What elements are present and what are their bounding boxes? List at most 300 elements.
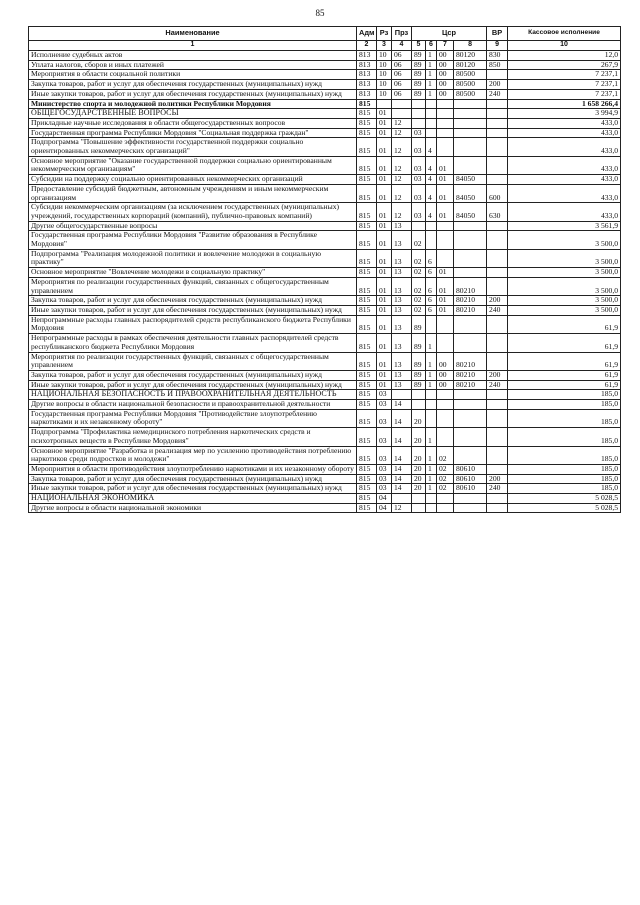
row-csr-direction <box>454 390 487 400</box>
row-prz: 13 <box>392 221 412 231</box>
row-adm: 815 <box>357 400 377 410</box>
row-csr-subprogram: 6 <box>426 305 437 315</box>
row-amount: 61,9 <box>508 334 621 352</box>
column-number: 1 <box>29 41 357 51</box>
row-csr-direction: 80210 <box>454 380 487 390</box>
row-amount: 61,9 <box>508 352 621 370</box>
row-csr-event: 01 <box>437 268 454 278</box>
row-name: Министерство спорта и молодежной политики Республики Мордовия <box>29 99 357 109</box>
row-csr-program: 20 <box>412 428 426 446</box>
row-amount: 3 561,9 <box>508 221 621 231</box>
row-csr-direction <box>454 268 487 278</box>
row-csr-event: 00 <box>437 51 454 61</box>
row-name: Субсидии некоммерческим организациям (за исключением государственных (муниципальных) учреждений, государственных корпораций (компаний), публично-правовых компаний) <box>29 203 357 221</box>
row-csr-program: 89 <box>412 70 426 80</box>
row-rz: 03 <box>377 409 392 427</box>
row-csr-event: 00 <box>437 89 454 99</box>
row-rz: 01 <box>377 305 392 315</box>
row-csr-subprogram <box>426 231 437 249</box>
row-rz: 01 <box>377 296 392 306</box>
row-csr-program <box>412 118 426 128</box>
row-adm: 815 <box>357 446 377 464</box>
row-adm: 815 <box>357 390 377 400</box>
row-csr-subprogram: 1 <box>426 60 437 70</box>
row-name: Основное мероприятие "Разработка и реализация мер по усилению противодействия потреблению наркотиков среди подростков и молодежи" <box>29 446 357 464</box>
row-csr-subprogram: 6 <box>426 277 437 295</box>
row-amount: 3 994,9 <box>508 109 621 119</box>
row-csr-direction: 80120 <box>454 51 487 61</box>
row-csr-subprogram: 6 <box>426 268 437 278</box>
row-vr <box>487 175 508 185</box>
row-prz: 13 <box>392 305 412 315</box>
row-csr-program: 03 <box>412 128 426 138</box>
row-vr <box>487 118 508 128</box>
row-amount: 185,0 <box>508 464 621 474</box>
row-rz: 04 <box>377 503 392 513</box>
row-csr-event <box>437 128 454 138</box>
row-csr-program: 89 <box>412 60 426 70</box>
row-csr-subprogram: 1 <box>426 70 437 80</box>
table-row <box>29 175 621 185</box>
row-csr-subprogram <box>426 118 437 128</box>
table-row <box>29 60 621 70</box>
row-rz: 01 <box>377 370 392 380</box>
row-csr-direction: 84050 <box>454 184 487 202</box>
row-amount: 61,9 <box>508 370 621 380</box>
row-prz: 06 <box>392 80 412 90</box>
table-row <box>29 109 621 119</box>
row-amount: 12,0 <box>508 51 621 61</box>
row-rz: 03 <box>377 400 392 410</box>
row-csr-event: 01 <box>437 305 454 315</box>
row-name: Непрограммные расходы в рамках обеспечения деятельности главных распорядителей средств республиканского бюджета Республики Мордовия <box>29 334 357 352</box>
row-vr: 600 <box>487 184 508 202</box>
row-rz: 10 <box>377 60 392 70</box>
row-csr-subprogram: 1 <box>426 51 437 61</box>
table-row <box>29 268 621 278</box>
row-prz: 13 <box>392 249 412 267</box>
row-adm: 813 <box>357 60 377 70</box>
row-csr-program: 20 <box>412 484 426 494</box>
row-prz: 06 <box>392 70 412 80</box>
row-name: Другие вопросы в области национальной безопасности и правоохранительной деятельности <box>29 400 357 410</box>
row-amount: 7 237,1 <box>508 89 621 99</box>
row-csr-program: 02 <box>412 277 426 295</box>
row-csr-event <box>437 400 454 410</box>
row-prz: 13 <box>392 334 412 352</box>
row-csr-program: 02 <box>412 231 426 249</box>
row-name: Основное мероприятие "Оказание государственной поддержки социально ориентированным некоммерческим организациям" <box>29 156 357 174</box>
row-vr <box>487 231 508 249</box>
row-prz: 14 <box>392 409 412 427</box>
row-csr-event <box>437 138 454 156</box>
row-csr-direction: 80500 <box>454 80 487 90</box>
table-row <box>29 409 621 427</box>
row-adm: 815 <box>357 138 377 156</box>
row-csr-event: 01 <box>437 277 454 295</box>
row-csr-subprogram <box>426 400 437 410</box>
row-csr-subprogram: 1 <box>426 464 437 474</box>
row-csr-direction: 80610 <box>454 474 487 484</box>
row-csr-event: 00 <box>437 370 454 380</box>
row-amount: 61,9 <box>508 380 621 390</box>
row-vr <box>487 494 508 504</box>
row-vr <box>487 352 508 370</box>
row-csr-subprogram: 4 <box>426 175 437 185</box>
row-prz: 12 <box>392 138 412 156</box>
table-row <box>29 305 621 315</box>
row-name: Закупка товаров, работ и услуг для обеспечения государственных (муниципальных) нужд <box>29 80 357 90</box>
row-vr <box>487 315 508 333</box>
row-csr-subprogram: 4 <box>426 138 437 156</box>
column-number: 5 <box>412 41 426 51</box>
row-vr <box>487 390 508 400</box>
row-adm: 815 <box>357 352 377 370</box>
row-prz: 12 <box>392 184 412 202</box>
row-csr-direction: 80210 <box>454 277 487 295</box>
header-vr: ВР <box>487 27 508 41</box>
table-row <box>29 390 621 400</box>
row-prz: 13 <box>392 277 412 295</box>
row-adm: 815 <box>357 268 377 278</box>
header-prz: Прз <box>392 27 412 41</box>
row-vr: 200 <box>487 370 508 380</box>
row-adm: 815 <box>357 184 377 202</box>
row-csr-event: 01 <box>437 175 454 185</box>
row-csr-direction: 80500 <box>454 89 487 99</box>
row-name: Подпрограмма "Профилактика немедицинского потребления наркотических средств и психотропных веществ в Республике Мордовия" <box>29 428 357 446</box>
row-prz: 13 <box>392 296 412 306</box>
row-rz: 01 <box>377 138 392 156</box>
row-rz: 10 <box>377 80 392 90</box>
header-row <box>29 27 621 41</box>
row-vr <box>487 334 508 352</box>
table-row <box>29 352 621 370</box>
row-adm: 815 <box>357 203 377 221</box>
header-rz: Рз <box>377 27 392 41</box>
row-name: Мероприятия в области противодействия злоупотреблению наркотиками и их незаконному обороту <box>29 464 357 474</box>
row-name: Закупка товаров, работ и услуг для обеспечения государственных (муниципальных) нужд <box>29 370 357 380</box>
row-amount: 433,0 <box>508 138 621 156</box>
row-csr-program <box>412 400 426 410</box>
row-amount: 1 658 266,4 <box>508 99 621 109</box>
table-row <box>29 503 621 513</box>
row-csr-subprogram <box>426 99 437 109</box>
row-vr: 830 <box>487 51 508 61</box>
row-name: НАЦИОНАЛЬНАЯ БЕЗОПАСНОСТЬ И ПРАВООХРАНИТЕЛЬНАЯ ДЕЯТЕЛЬНОСТЬ <box>29 390 357 400</box>
row-rz: 01 <box>377 380 392 390</box>
row-csr-direction <box>454 428 487 446</box>
row-csr-event <box>437 231 454 249</box>
row-vr <box>487 70 508 80</box>
row-name: Уплата налогов, сборов и иных платежей <box>29 60 357 70</box>
row-prz: 14 <box>392 474 412 484</box>
row-adm: 815 <box>357 380 377 390</box>
row-csr-program: 03 <box>412 203 426 221</box>
row-csr-direction <box>454 109 487 119</box>
row-adm: 815 <box>357 315 377 333</box>
row-csr-program: 20 <box>412 409 426 427</box>
row-amount: 3 500,0 <box>508 249 621 267</box>
row-csr-direction: 80120 <box>454 60 487 70</box>
row-csr-direction: 80610 <box>454 464 487 474</box>
row-prz: 13 <box>392 380 412 390</box>
row-vr: 200 <box>487 80 508 90</box>
column-number: 8 <box>454 41 487 51</box>
row-csr-subprogram: 1 <box>426 80 437 90</box>
row-csr-subprogram <box>426 390 437 400</box>
row-csr-event <box>437 334 454 352</box>
row-csr-direction <box>454 99 487 109</box>
row-csr-program <box>412 503 426 513</box>
row-adm: 815 <box>357 409 377 427</box>
row-csr-direction: 80210 <box>454 305 487 315</box>
row-csr-direction <box>454 503 487 513</box>
row-amount: 433,0 <box>508 175 621 185</box>
row-rz: 01 <box>377 118 392 128</box>
row-csr-program: 02 <box>412 296 426 306</box>
row-csr-direction: 80610 <box>454 484 487 494</box>
row-csr-subprogram <box>426 128 437 138</box>
row-csr-subprogram: 1 <box>426 352 437 370</box>
row-adm: 815 <box>357 277 377 295</box>
row-csr-subprogram: 1 <box>426 89 437 99</box>
row-csr-event <box>437 315 454 333</box>
row-name: Мероприятия в области социальной политики <box>29 70 357 80</box>
row-csr-program <box>412 494 426 504</box>
row-csr-direction <box>454 128 487 138</box>
row-name: Предоставление субсидий бюджетным, автономным учреждениям и иным некоммерческим организациям <box>29 184 357 202</box>
row-csr-direction: 80500 <box>454 70 487 80</box>
row-rz: 10 <box>377 51 392 61</box>
row-vr <box>487 503 508 513</box>
row-csr-direction <box>454 118 487 128</box>
row-rz: 03 <box>377 428 392 446</box>
row-csr-subprogram <box>426 409 437 427</box>
row-amount: 3 500,0 <box>508 277 621 295</box>
row-csr-event: 00 <box>437 380 454 390</box>
row-csr-subprogram: 1 <box>426 334 437 352</box>
row-csr-program: 02 <box>412 249 426 267</box>
row-csr-program: 89 <box>412 380 426 390</box>
row-rz: 01 <box>377 231 392 249</box>
column-number: 3 <box>377 41 392 51</box>
row-rz: 01 <box>377 109 392 119</box>
row-amount: 5 028,5 <box>508 503 621 513</box>
row-csr-subprogram <box>426 109 437 119</box>
row-rz: 01 <box>377 221 392 231</box>
row-name: Закупка товаров, работ и услуг для обеспечения государственных (муниципальных) нужд <box>29 296 357 306</box>
row-name: НАЦИОНАЛЬНАЯ ЭКОНОМИКА <box>29 494 357 504</box>
row-csr-event <box>437 109 454 119</box>
row-adm: 815 <box>357 428 377 446</box>
row-amount: 433,0 <box>508 118 621 128</box>
table-row <box>29 128 621 138</box>
row-csr-subprogram <box>426 221 437 231</box>
row-adm: 815 <box>357 118 377 128</box>
row-vr <box>487 221 508 231</box>
row-adm: 815 <box>357 305 377 315</box>
row-name: Прикладные научные исследования в области общегосударственных вопросов <box>29 118 357 128</box>
row-prz: 13 <box>392 315 412 333</box>
table-row <box>29 494 621 504</box>
row-name: Другие общегосударственные вопросы <box>29 221 357 231</box>
row-csr-direction <box>454 334 487 352</box>
row-rz: 01 <box>377 249 392 267</box>
row-amount: 3 500,0 <box>508 231 621 249</box>
table-row <box>29 474 621 484</box>
row-amount: 185,0 <box>508 474 621 484</box>
row-amount: 185,0 <box>508 390 621 400</box>
row-rz: 01 <box>377 352 392 370</box>
page-number: 85 <box>315 8 325 18</box>
row-csr-direction <box>454 138 487 156</box>
table-row <box>29 277 621 295</box>
row-name: Государственная программа Республики Мордовия "Противодействие злоупотреблению наркотиками и их незаконному обороту" <box>29 409 357 427</box>
table-row <box>29 231 621 249</box>
table-row <box>29 428 621 446</box>
row-vr <box>487 156 508 174</box>
row-prz <box>392 390 412 400</box>
row-vr: 240 <box>487 380 508 390</box>
row-adm: 815 <box>357 175 377 185</box>
row-csr-direction <box>454 446 487 464</box>
column-number-row <box>29 41 621 51</box>
row-adm: 815 <box>357 156 377 174</box>
row-amount: 267,9 <box>508 60 621 70</box>
row-csr-subprogram: 1 <box>426 474 437 484</box>
row-csr-program <box>412 109 426 119</box>
row-vr: 200 <box>487 474 508 484</box>
row-name: Подпрограмма "Реализация молодежной политики и вовлечение молодежи в социальную практику" <box>29 249 357 267</box>
row-rz: 03 <box>377 484 392 494</box>
row-vr <box>487 464 508 474</box>
table-row <box>29 80 621 90</box>
row-csr-program <box>412 390 426 400</box>
row-adm: 815 <box>357 484 377 494</box>
row-rz: 01 <box>377 156 392 174</box>
row-csr-direction <box>454 231 487 249</box>
row-csr-event: 02 <box>437 484 454 494</box>
row-csr-event <box>437 409 454 427</box>
row-csr-event: 01 <box>437 296 454 306</box>
row-csr-event: 02 <box>437 446 454 464</box>
row-amount: 185,0 <box>508 409 621 427</box>
column-number: 9 <box>487 41 508 51</box>
row-name: Закупка товаров, работ и услуг для обеспечения государственных (муниципальных) нужд <box>29 474 357 484</box>
row-csr-program: 02 <box>412 305 426 315</box>
row-adm: 815 <box>357 370 377 380</box>
row-name: Иные закупки товаров, работ и услуг для обеспечения государственных (муниципальных) нужд <box>29 305 357 315</box>
row-prz: 14 <box>392 446 412 464</box>
row-adm: 815 <box>357 334 377 352</box>
row-csr-program: 03 <box>412 175 426 185</box>
row-amount: 185,0 <box>508 400 621 410</box>
row-csr-program: 89 <box>412 370 426 380</box>
row-rz: 04 <box>377 494 392 504</box>
row-vr <box>487 249 508 267</box>
row-vr <box>487 400 508 410</box>
row-adm: 815 <box>357 231 377 249</box>
row-csr-program: 20 <box>412 446 426 464</box>
row-csr-event: 00 <box>437 352 454 370</box>
row-amount: 185,0 <box>508 484 621 494</box>
row-vr: 240 <box>487 305 508 315</box>
row-csr-event: 02 <box>437 464 454 474</box>
row-csr-program: 02 <box>412 268 426 278</box>
row-adm: 815 <box>357 221 377 231</box>
row-adm: 813 <box>357 80 377 90</box>
row-prz: 13 <box>392 370 412 380</box>
row-adm: 815 <box>357 503 377 513</box>
table-row <box>29 99 621 109</box>
column-number: 2 <box>357 41 377 51</box>
row-csr-subprogram: 6 <box>426 249 437 267</box>
row-csr-program <box>412 221 426 231</box>
row-vr <box>487 277 508 295</box>
row-amount: 7 237,1 <box>508 70 621 80</box>
row-name: Другие вопросы в области национальной экономики <box>29 503 357 513</box>
row-vr <box>487 99 508 109</box>
table-row <box>29 138 621 156</box>
row-csr-program: 89 <box>412 315 426 333</box>
row-csr-direction <box>454 315 487 333</box>
row-prz: 12 <box>392 203 412 221</box>
row-csr-program: 89 <box>412 51 426 61</box>
row-name: Государственная программа Республики Мордовия "Социальная поддержка граждан" <box>29 128 357 138</box>
row-name: Основное мероприятие "Вовлечение молодежи в социальную практику" <box>29 268 357 278</box>
row-adm: 815 <box>357 99 377 109</box>
row-vr: 200 <box>487 296 508 306</box>
row-prz: 13 <box>392 231 412 249</box>
row-vr <box>487 268 508 278</box>
row-adm: 815 <box>357 474 377 484</box>
table-row <box>29 296 621 306</box>
row-csr-event: 00 <box>437 60 454 70</box>
row-csr-subprogram: 4 <box>426 156 437 174</box>
column-number: 10 <box>508 41 621 51</box>
row-amount: 185,0 <box>508 428 621 446</box>
row-csr-program: 03 <box>412 156 426 174</box>
table-row <box>29 249 621 267</box>
row-rz: 01 <box>377 277 392 295</box>
row-csr-event <box>437 221 454 231</box>
row-adm: 815 <box>357 464 377 474</box>
row-vr: 850 <box>487 60 508 70</box>
row-csr-subprogram <box>426 494 437 504</box>
row-csr-event <box>437 503 454 513</box>
header-csr: Цср <box>412 27 487 41</box>
row-csr-subprogram: 1 <box>426 370 437 380</box>
row-csr-subprogram: 6 <box>426 296 437 306</box>
row-csr-direction: 84050 <box>454 175 487 185</box>
row-csr-event <box>437 494 454 504</box>
row-adm: 815 <box>357 494 377 504</box>
row-csr-direction: 80210 <box>454 370 487 380</box>
row-rz: 01 <box>377 334 392 352</box>
row-csr-event: 01 <box>437 156 454 174</box>
row-vr <box>487 446 508 464</box>
row-name: Иные закупки товаров, работ и услуг для обеспечения государственных (муниципальных) нужд <box>29 380 357 390</box>
row-vr <box>487 409 508 427</box>
row-prz: 12 <box>392 156 412 174</box>
row-rz: 03 <box>377 390 392 400</box>
row-vr <box>487 128 508 138</box>
table-row <box>29 70 621 80</box>
row-csr-direction <box>454 249 487 267</box>
row-prz: 14 <box>392 400 412 410</box>
row-vr: 240 <box>487 89 508 99</box>
